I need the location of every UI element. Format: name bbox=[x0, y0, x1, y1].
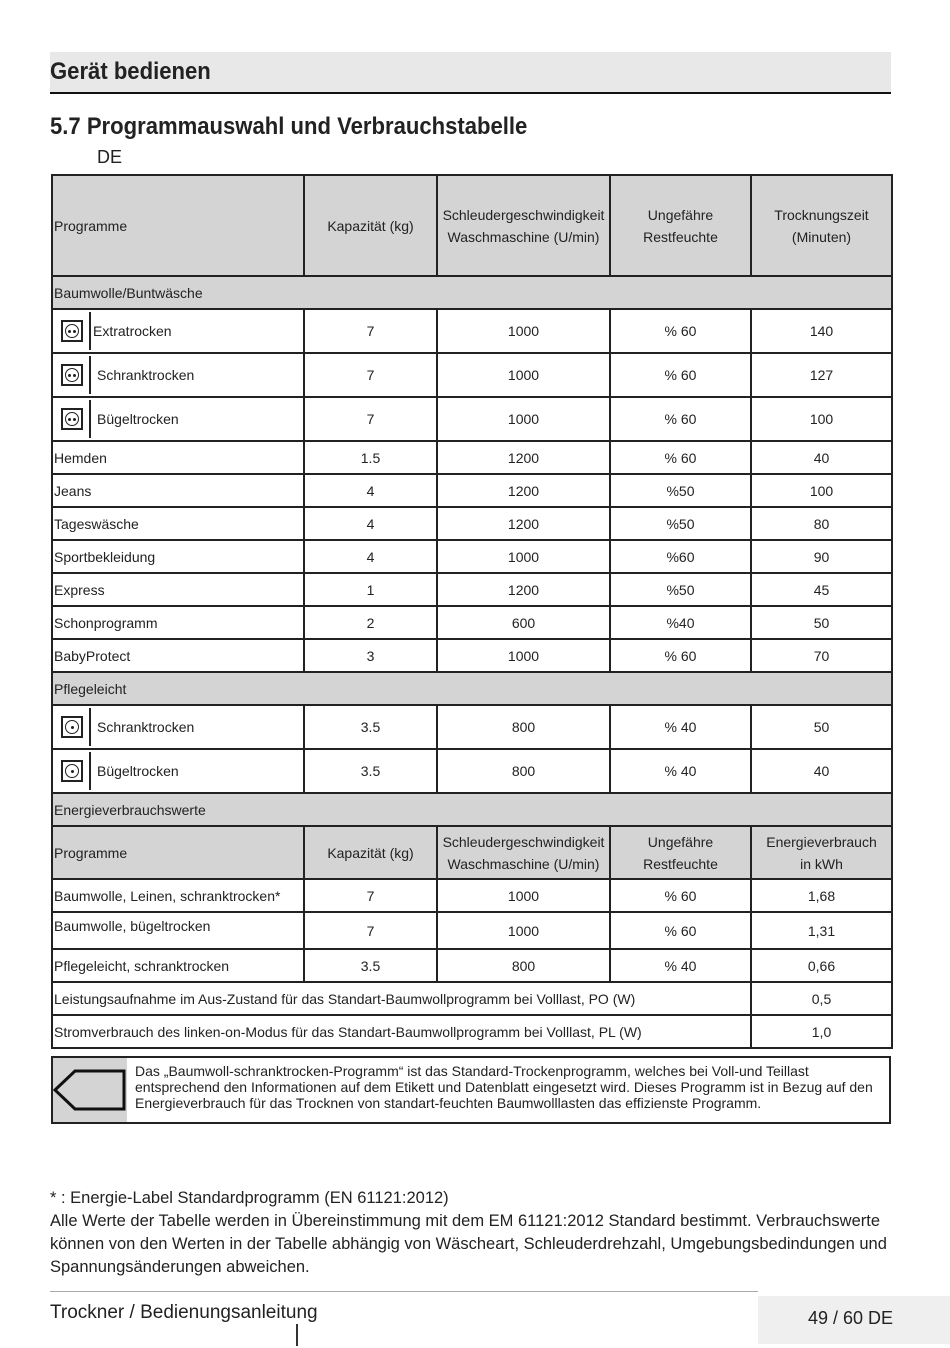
table-row: Schonprogramm 2 600 %40 50 bbox=[52, 606, 892, 639]
dry-two-dots-icon bbox=[55, 312, 91, 350]
table-row: BabyProtect 3 1000 % 60 70 bbox=[52, 639, 892, 672]
header-energy: Energieverbrauch in kWh bbox=[751, 826, 892, 879]
program-consumption-table bbox=[51, 174, 893, 1049]
footer-tick-mark bbox=[296, 1324, 298, 1346]
note-tag-icon bbox=[53, 1058, 127, 1122]
table-row: Sportbekleidung 4 1000 %60 90 bbox=[52, 540, 892, 573]
table-row: Express 1 1200 %50 45 bbox=[52, 573, 892, 606]
header-programme: Programme bbox=[52, 826, 304, 879]
table-row: Bügeltrocken 7 1000 % 60 100 bbox=[52, 397, 892, 441]
table-row: Schranktrocken 3.5 800 % 40 50 bbox=[52, 705, 892, 749]
table-row: Stromverbrauch des linken-on-Modus für das Standart-Baumwollprogramm bei Volllast, PL (W) 1,0 bbox=[52, 1015, 892, 1048]
section-title: Gerät bedienen bbox=[50, 58, 211, 85]
dry-two-dots-icon bbox=[55, 356, 91, 394]
table-row: Leistungsaufnahme im Aus-Zustand für das Standart-Baumwollprogramm bei Volllast, PO (W) 0,5 bbox=[52, 982, 892, 1015]
table-row: Bügeltrocken 3.5 800 % 40 40 bbox=[52, 749, 892, 793]
group-row-cotton: Baumwolle/Buntwäsche bbox=[52, 276, 892, 309]
group-row-energy: Energieverbrauchswerte bbox=[52, 793, 892, 826]
header-spin: Schleudergeschwindigkeit Waschmaschine (U/min) bbox=[437, 826, 610, 879]
table-row: Jeans 4 1200 %50 100 bbox=[52, 474, 892, 507]
footnote bbox=[50, 1187, 900, 1279]
footer-manual-title: Trockner / Bedienungsanleitung bbox=[50, 1302, 318, 1323]
table-row: Tageswäsche 4 1200 %50 80 bbox=[52, 507, 892, 540]
energy-header-row bbox=[52, 826, 892, 879]
header-programme: Programme bbox=[52, 175, 304, 276]
language-code: DE bbox=[97, 147, 123, 167]
note-box bbox=[51, 1056, 891, 1124]
footnote-line-2: Alle Werte der Tabelle werden in Übereinstimmung mit dem EM 61121:2012 Standard bestimmt. Verbrauchswerte können von den Werten in der Tabelle abhängig von Wäscheart, Schleuderdrehzahl, Umgebungsbedindungen und Spannungsänderungen abweichen. bbox=[50, 1212, 887, 1276]
footnote-line-1: * : Energie-Label Standardprogramm (EN 61121:2012) bbox=[50, 1189, 449, 1207]
group-row-easycare: Pflegeleicht bbox=[52, 672, 892, 705]
dry-one-dot-icon bbox=[55, 708, 91, 746]
header-drying-time: Trocknungszeit (Minuten) bbox=[751, 175, 892, 276]
table-row: Schranktrocken 7 1000 % 60 127 bbox=[52, 353, 892, 397]
table-header-row bbox=[52, 175, 892, 276]
header-capacity: Kapazität (kg) bbox=[304, 826, 437, 879]
header-moisture: Ungefähre Restfeuchte bbox=[610, 175, 751, 276]
note-text: Das „Baumwoll-schranktrocken-Programm“ ist das Standard-Trockenprogramm, welches bei Voll-und Teillast entsprechend den Informationen auf dem Etikett und Datenblatt eingesetzt wird. Dieses Programm ist in Bezug auf den Energieverbrauch für das Trocknen von standart-feuchten Baumwolllasten das effizienste Programm. bbox=[135, 1063, 873, 1111]
header-capacity: Kapazität (kg) bbox=[304, 175, 437, 276]
table-row: Baumwolle, Leinen, schranktrocken* 7 1000 % 60 1,68 bbox=[52, 879, 892, 912]
page-number: 49 / 60 DE bbox=[808, 1308, 894, 1328]
page-title: 5.7 Programmauswahl und Verbrauchstabelle bbox=[50, 113, 528, 140]
table-row: Extratrocken 7 1000 % 60 140 bbox=[52, 309, 892, 353]
header-spin: Schleudergeschwindigkeit Waschmaschine (U/min) bbox=[437, 175, 610, 276]
dry-one-dot-icon bbox=[55, 752, 91, 790]
table-row: Hemden 1.5 1200 % 60 40 bbox=[52, 441, 892, 474]
table-row: Baumwolle, bügeltrocken 7 1000 % 60 1,31 bbox=[52, 912, 892, 949]
footer-divider bbox=[50, 1291, 758, 1292]
dry-two-dots-icon bbox=[55, 400, 91, 438]
header-moisture: Ungefähre Restfeuchte bbox=[610, 826, 751, 879]
table-row: Pflegeleicht, schranktrocken 3.5 800 % 40 0,66 bbox=[52, 949, 892, 982]
